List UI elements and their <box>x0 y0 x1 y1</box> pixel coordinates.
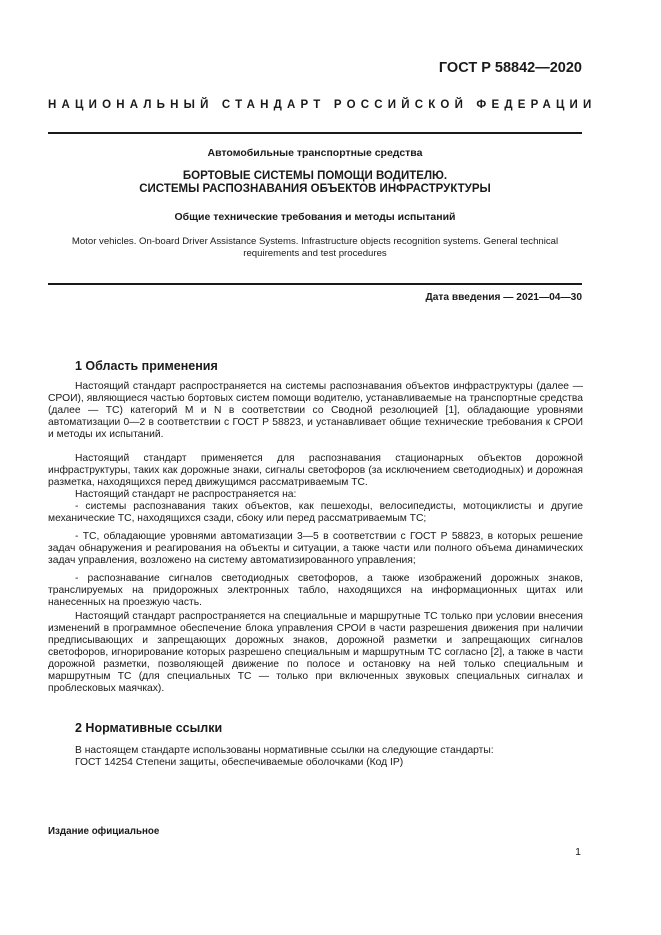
national-standard-heading: НАЦИОНАЛЬНЫЙ СТАНДАРТ РОССИЙСКОЙ ФЕДЕРАЦИИ <box>48 99 597 111</box>
document-category: Автомобильные транспортные средства <box>207 147 423 159</box>
section-2-reference: ГОСТ 14254 Степени защиты, обеспечиваемые оболочками (Код IP) <box>75 757 404 768</box>
section-1-paragraph: Настоящий стандарт распространяется на системы распознавания объектов инфраструктуры (далее — СРОИ), являющиеся частью бортовых систем помощи водителю, устанавливаемые на транспортные средства (далее — ТС) категорий M и N в соответствии со Сводной резолюцией [1], обладающие уровнями автоматизации 0—2 в соответствии с ГОСТ Р 58823, и устанавливает общие технические требования к СРОИ и методы их испытаний. <box>48 381 583 441</box>
introduction-date: Дата введения — 2021—04—30 <box>425 292 582 303</box>
title-divider <box>48 283 582 285</box>
section-1-list-item: - системы распознавания таких объектов, как пешеходы, велосипедисты, мотоциклисты и другие механические ТС, находящихся сзади, сбоку или перед рассматриваемым ТС; <box>48 501 583 525</box>
section-1-list-item: - распознавание сигналов светодиодных светофоров, а также изображений дорожных знаков, транслируемых на придорожных электронных табло, находящихся на информационных щитах или нанесенных на проезжую часть. <box>48 573 583 609</box>
section-2-paragraph: В настоящем стандарте использованы нормативные ссылки на следующие стандарты: <box>75 745 494 756</box>
page-number: 1 <box>575 846 581 858</box>
document-title <box>48 170 582 196</box>
document-subtitle: Общие технические требования и методы испытаний <box>174 211 456 223</box>
section-1-paragraph: Настоящий стандарт применяется для распознавания стационарных объектов дорожной инфраструктуры, таких как дорожные знаки, сигналы светофоров (за исключением светодиодных) и дорожная разметка, находящихся перед движущимся рассматриваемым ТС. <box>48 453 583 489</box>
title-line-2: СИСТЕМЫ РАСПОЗНАВАНИЯ ОБЪЕКТОВ ИНФРАСТРУКТУРЫ <box>139 183 491 195</box>
document-number: ГОСТ Р 58842—2020 <box>438 60 582 76</box>
section-2-title: 2 Нормативные ссылки <box>75 721 223 735</box>
section-1-list-item: - ТС, обладающие уровнями автоматизации 3—5 в соответствии с ГОСТ Р 58823, в которых решение задач обнаружения и реагирования на объекты и ситуации, а также части или полного объема динамических задач управления, возложено на систему автоматизированного управления; <box>48 531 583 567</box>
english-title: Motor vehicles. On-board Driver Assistance Systems. Infrastructure objects recognition systems. General technical requirements and test procedures <box>71 236 559 259</box>
section-1-title: 1 Область применения <box>75 359 218 373</box>
title-line-1: БОРТОВЫЕ СИСТЕМЫ ПОМОЩИ ВОДИТЕЛЮ. <box>182 170 448 182</box>
top-divider <box>48 132 582 134</box>
section-1-paragraph: Настоящий стандарт распространяется на специальные и маршрутные ТС только при условии внесения изменений в программное обеспечение блока управления СРОИ в части разрешения движения при наличии предписывающих и запрещающих дорожных знаков, дорожной разметки и запрещающих сигналов светофоров, игнорирование которых разрешено специальным и маршрутным ТС согласно [2], а также в части дорожной разметки, позволяющей движение по полосе и остановку на ней только специальным и маршрутным ТС (для специальных ТС — только при включенных звуковых специальных сигналах и проблесковых маячках). <box>48 611 583 695</box>
official-edition-label: Издание официальное <box>48 826 160 837</box>
section-1-paragraph: Настоящий стандарт не распространяется на: <box>75 489 297 500</box>
